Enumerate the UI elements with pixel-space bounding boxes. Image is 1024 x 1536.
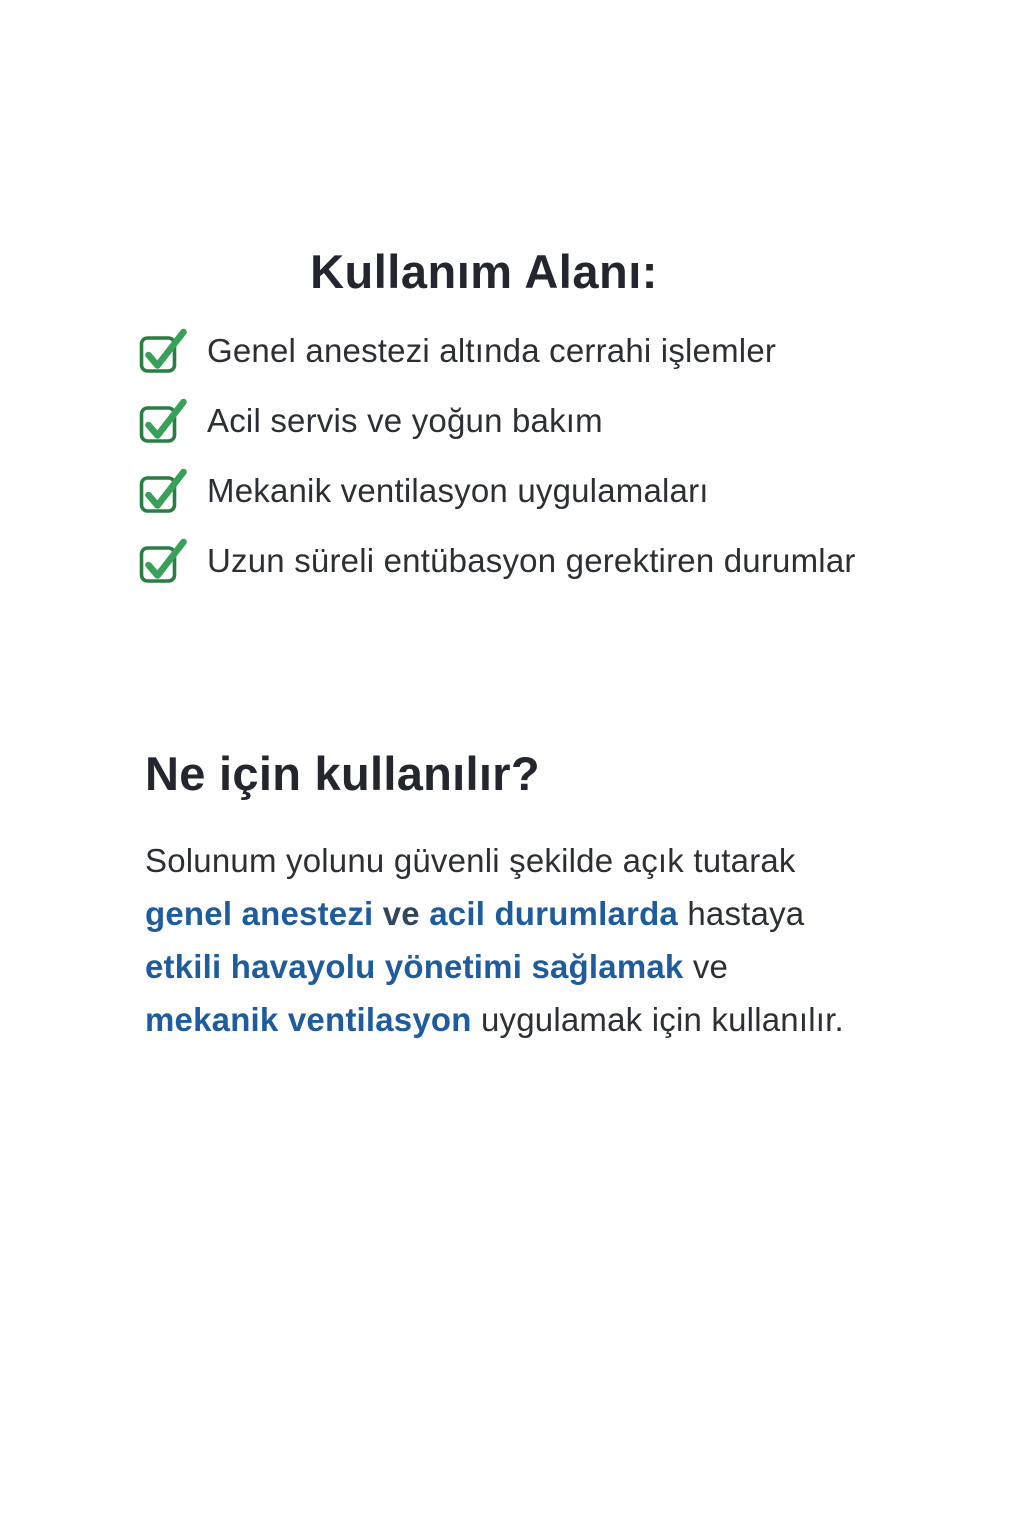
text-segment: ve bbox=[373, 895, 430, 932]
list-item bbox=[138, 466, 856, 515]
list-item-label: Acil servis ve yoğun bakım bbox=[207, 401, 603, 439]
usage-check-list bbox=[138, 326, 856, 585]
text-segment-highlight: acil durumlarda bbox=[429, 895, 678, 932]
paragraph-line bbox=[145, 1001, 844, 1038]
paragraph-line bbox=[145, 842, 796, 879]
text-segment-highlight: mekanik ventilasyon bbox=[145, 1001, 472, 1038]
paragraph-line bbox=[145, 948, 728, 985]
green-checkbox-check-icon bbox=[138, 396, 188, 446]
list-item-label: Genel anestezi altında cerrahi işlemler bbox=[207, 331, 777, 369]
list-item bbox=[138, 396, 856, 445]
purpose-heading: Ne için kullanılır? bbox=[145, 747, 540, 800]
text-segment-highlight: etkili havayolu yönetimi sağlamak bbox=[145, 948, 684, 985]
purpose-paragraph bbox=[145, 834, 925, 1046]
list-item bbox=[138, 326, 856, 375]
usage-area-title: Kullanım Alanı: bbox=[310, 245, 658, 298]
paragraph-line bbox=[145, 895, 804, 932]
list-item-label: Uzun süreli entübasyon gerektiren durumlar bbox=[207, 541, 856, 579]
text-segment: ve bbox=[683, 948, 729, 985]
text-segment: Solunum yolunu güvenli şekilde açık tutarak bbox=[145, 842, 796, 879]
text-segment: hastaya bbox=[677, 895, 805, 932]
list-item bbox=[138, 536, 856, 585]
green-checkbox-check-icon bbox=[138, 466, 188, 516]
green-checkbox-check-icon bbox=[138, 536, 188, 586]
green-checkbox-check-icon bbox=[138, 326, 188, 376]
text-segment-highlight: genel anestezi bbox=[145, 895, 374, 932]
text-segment: uygulamak için kullanılır. bbox=[471, 1001, 844, 1038]
list-item-label: Mekanik ventilasyon uygulamaları bbox=[207, 471, 709, 509]
